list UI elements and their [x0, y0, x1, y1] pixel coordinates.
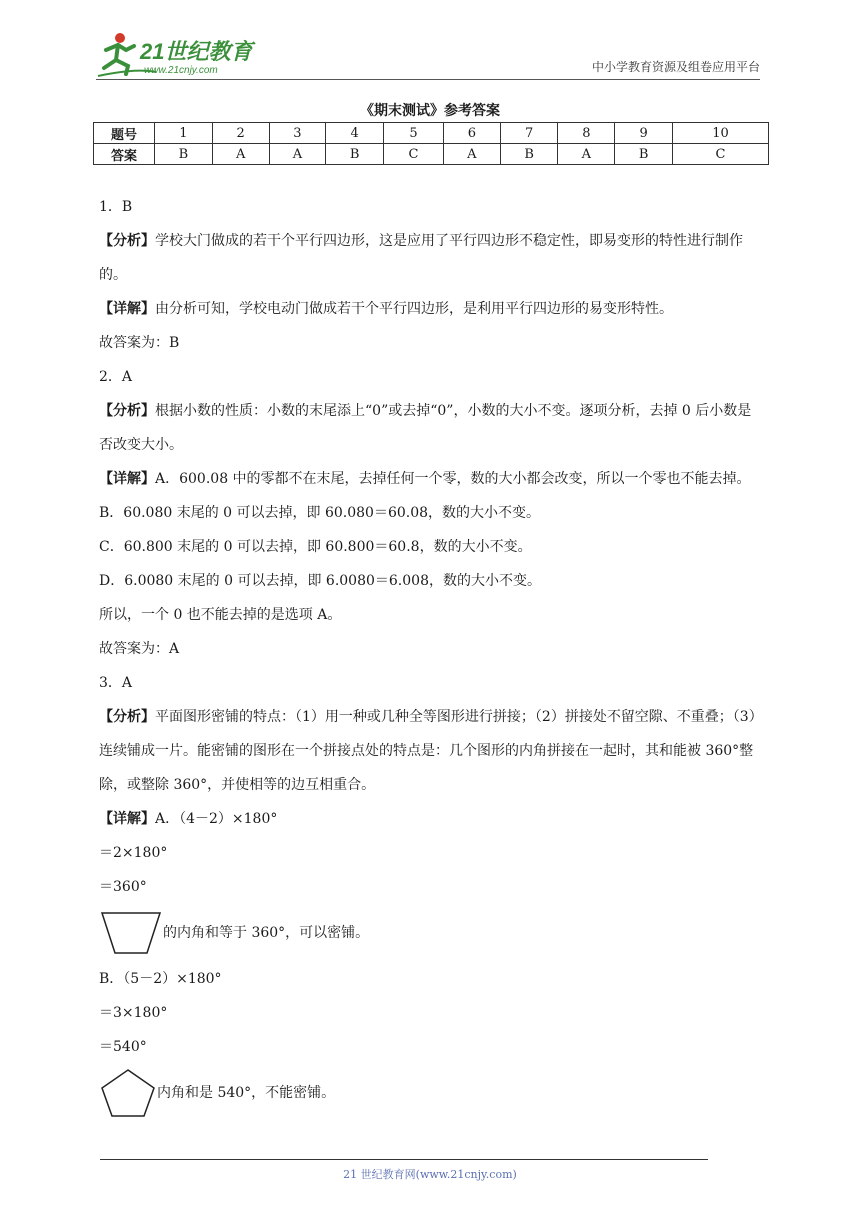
page-title: 《期末测试》参考答案 — [360, 103, 500, 119]
q3-a-line2: ＝2×180° — [99, 845, 168, 861]
trapezoid-icon — [99, 909, 163, 957]
q2-option-c: C．60.800 末尾的 0 可以去掉，即 60.800＝60.8，数的大小不变。 — [99, 539, 532, 555]
footer-link[interactable]: 21 世纪教育网(www.21cnjy.com) — [343, 1168, 517, 1181]
table-cell: A — [443, 144, 500, 165]
q1-detail — [99, 292, 765, 326]
answer-table — [93, 122, 769, 165]
table-cell: B — [326, 144, 384, 165]
table-cell: 9 — [615, 123, 673, 144]
q3-analysis — [99, 700, 765, 802]
footer-divider — [100, 1159, 708, 1160]
q3-detail — [99, 802, 765, 836]
q3-number: 3．A — [99, 675, 133, 691]
q3-b-result: 内角和是 540°，不能密铺。 — [157, 1085, 336, 1101]
answer-explanations — [99, 190, 765, 1122]
q2-number: 2．A — [99, 369, 133, 385]
table-cell: A — [212, 144, 269, 165]
table-row — [94, 144, 769, 165]
q2-summary: 所以，一个 0 也不能去掉的是选项 A。 — [99, 607, 342, 623]
q3-analysis-text: 平面图形密铺的特点：（1）用一种或几种全等图形进行拼接；（2）拼接处不留空隙、不重叠；（3）连续铺成一片。能密铺的图形在一个拼接点处的特点是：几个图形的内角拼接在一起时，其和能被 360°整除，或整除 360°，并使相等的边互相重合。 — [99, 709, 763, 793]
q2-option-d: D．6.0080 末尾的 0 可以去掉，即 6.0080＝6.008，数的大小不变。 — [99, 573, 541, 589]
q3-b-figure-line — [99, 1064, 765, 1122]
table-cell: 1 — [155, 123, 213, 144]
table-cell: C — [673, 144, 769, 165]
q3-a-line1: A．（4－2）×180° — [155, 811, 278, 827]
analysis-tag: 【分析】 — [99, 233, 155, 249]
row-header-number: 题号 — [94, 123, 155, 144]
detail-tag: 【详解】 — [99, 301, 155, 317]
pentagon-icon — [99, 1067, 157, 1119]
table-row — [94, 123, 769, 144]
q3-b-line3: ＝540° — [99, 1039, 147, 1055]
detail-tag: 【详解】 — [99, 471, 155, 487]
table-cell: B — [615, 144, 673, 165]
header-divider — [96, 79, 760, 80]
q2-detail — [99, 462, 765, 496]
table-cell: 8 — [558, 123, 615, 144]
table-cell: B — [500, 144, 558, 165]
table-cell: 2 — [212, 123, 269, 144]
table-cell: 3 — [269, 123, 326, 144]
table-cell: 6 — [443, 123, 500, 144]
q3-a-result: 的内角和等于 360°，可以密铺。 — [163, 925, 370, 941]
q2-analysis — [99, 394, 765, 462]
logo-url: www.21cnjy.com — [144, 65, 218, 76]
q2-option-b: B．60.080 末尾的 0 可以去掉，即 60.080＝60.08，数的大小不变。 — [99, 505, 541, 521]
q2-final-answer: 故答案为：A — [99, 641, 180, 657]
table-cell: A — [269, 144, 326, 165]
table-cell: 4 — [326, 123, 384, 144]
table-cell: 10 — [673, 123, 769, 144]
q1-number: 1．B — [99, 199, 133, 215]
analysis-tag: 【分析】 — [99, 709, 155, 725]
q1-analysis-text: 学校大门做成的若干个平行四边形，这是应用了平行四边形不稳定性，即易变形的特性进行制作的。 — [99, 233, 743, 283]
q3-a-figure-line — [99, 904, 765, 962]
q2-analysis-text: 根据小数的性质：小数的末尾添上“0”或去掉“0”，小数的大小不变。逐项分析，去掉 0 后小数是否改变大小。 — [99, 403, 752, 453]
analysis-tag: 【分析】 — [99, 403, 155, 419]
table-cell: B — [155, 144, 213, 165]
table-cell: 5 — [384, 123, 444, 144]
page-header — [96, 28, 760, 80]
table-cell: 7 — [500, 123, 558, 144]
q3-a-line3: ＝360° — [99, 879, 147, 895]
logo — [96, 28, 266, 80]
table-cell: A — [558, 144, 615, 165]
platform-name: 中小学教育资源及组卷应用平台 — [591, 60, 760, 74]
table-cell: C — [384, 144, 444, 165]
row-header-answer: 答案 — [94, 144, 155, 165]
q3-b-line2: ＝3×180° — [99, 1005, 168, 1021]
detail-tag: 【详解】 — [99, 811, 155, 827]
q1-final-answer: 故答案为：B — [99, 335, 180, 351]
q1-detail-text: 由分析可知，学校电动门做成若干个平行四边形，是利用平行四边形的易变形特性。 — [155, 301, 673, 317]
q1-analysis — [99, 224, 765, 292]
q3-b-line1: B．（5－2）×180° — [99, 971, 222, 987]
logo-text: 21世纪教育 — [140, 39, 253, 64]
q2-detail-text: A．600.08 中的零都不在末尾，去掉任何一个零，数的大小都会改变，所以一个零也不能去掉。 — [155, 471, 751, 487]
